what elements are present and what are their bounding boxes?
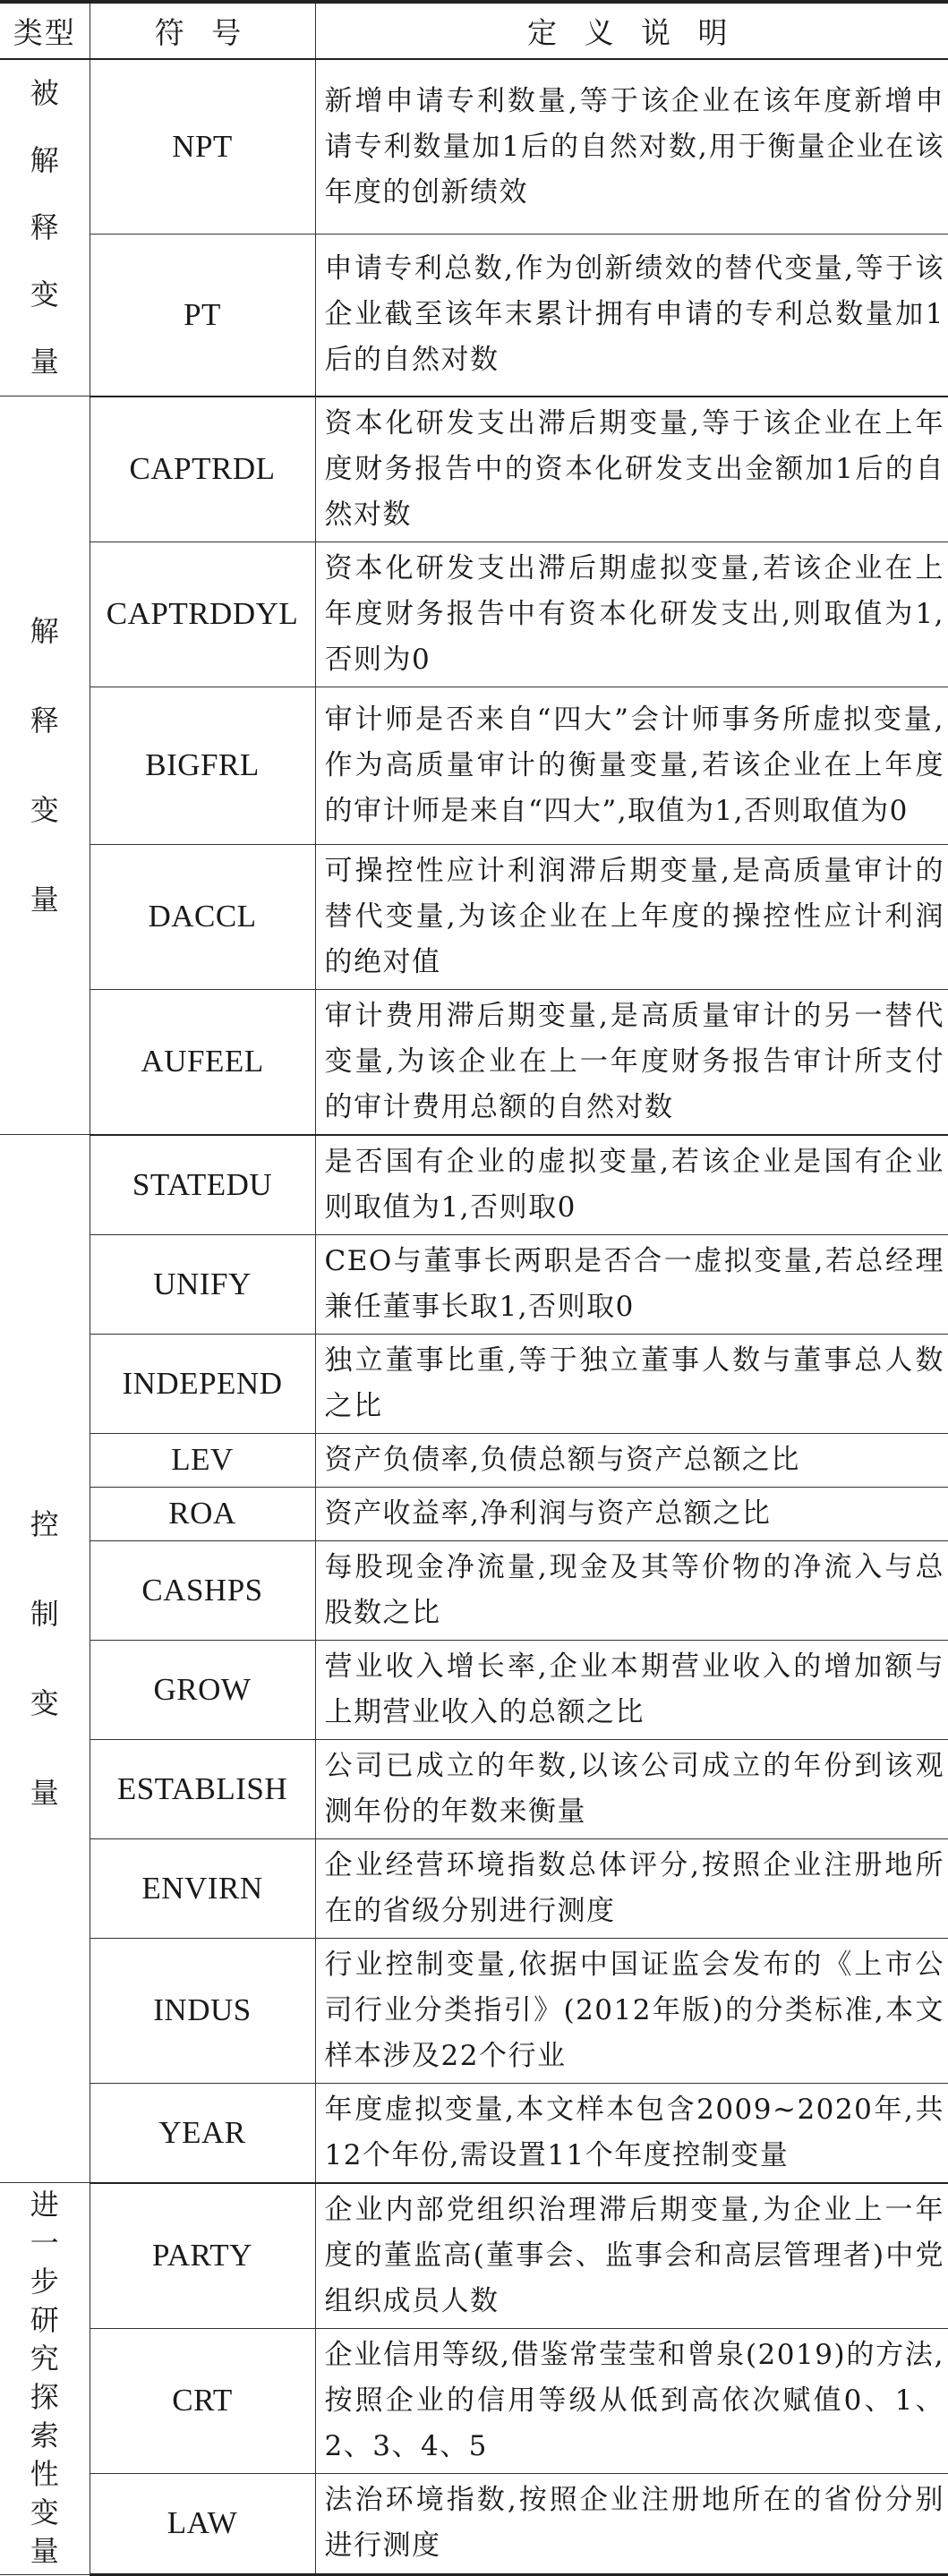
- category-char: 制: [30, 1597, 59, 1631]
- table-row: [0, 1640, 948, 1739]
- table-header-row: [0, 2, 948, 59]
- table-row: [0, 1135, 948, 1235]
- symbol-cell: ESTABLISH: [90, 1739, 315, 1838]
- category-char: 一: [30, 2226, 59, 2261]
- category-cell: [0, 1135, 90, 2183]
- symbol-cell: CAPTRDL: [90, 397, 315, 542]
- table-row: [0, 2183, 948, 2329]
- category-char: 探: [30, 2380, 59, 2415]
- category-char: 索: [30, 2418, 59, 2453]
- category-char: 变: [30, 2495, 59, 2530]
- table-row: [0, 989, 948, 1135]
- table-row: [0, 2473, 948, 2574]
- category-char: 性: [30, 2457, 59, 2492]
- definition-cell: 法治环境指数,按照企业注册地所在的省份分别进行测度: [315, 2473, 948, 2574]
- definition-cell: CEO与董事长两职是否合一虚拟变量,若总经理兼任董事长取1,否则取0: [315, 1234, 948, 1334]
- category-cell: [0, 2183, 90, 2575]
- symbol-cell: LEV: [90, 1433, 315, 1487]
- category-char: 研: [30, 2303, 59, 2338]
- table-row: [0, 687, 948, 844]
- symbol-cell: INDUS: [90, 1938, 315, 2083]
- definition-cell: 企业内部党组织治理滞后期变量,为企业上一年度的董监高(董事会、监事会和高层管理者)中党组织成员人数: [315, 2183, 948, 2329]
- header-definition: 定 义 说 明: [315, 2, 948, 59]
- table-row: [0, 1433, 948, 1487]
- definition-cell: 行业控制变量,依据中国证监会发布的《上市公司行业分类指引》(2012年版)的分类标准,本文样本涉及22个行业: [315, 1938, 948, 2083]
- definition-cell: 营业收入增长率,企业本期营业收入的增加额与上期营业收入的总额之比: [315, 1640, 948, 1739]
- category-cell: [0, 397, 90, 1135]
- category-char: 解: [30, 143, 59, 177]
- definition-cell: 新增申请专利数量,等于该企业在该年度新增申请专利数量加1后的自然对数,用于衡量企业在该年度的创新绩效: [315, 59, 948, 235]
- symbol-cell: AUFEEL: [90, 989, 315, 1135]
- table-row: [0, 397, 948, 542]
- table-row: [0, 844, 948, 989]
- table-row: [0, 2083, 948, 2183]
- symbol-cell: ENVIRN: [90, 1838, 315, 1938]
- category-char: 量: [30, 1776, 59, 1810]
- table-row: [0, 542, 948, 687]
- definition-cell: 资本化研发支出滞后期虚拟变量,若该企业在上年度财务报告中有资本化研发支出,则取值为1,否则为0: [315, 542, 948, 687]
- table-row: [0, 1540, 948, 1640]
- table-row: [0, 1234, 948, 1334]
- table-row: [0, 2328, 948, 2473]
- header-category: 类型: [0, 2, 90, 59]
- category-cell: [0, 59, 90, 397]
- definition-cell: 公司已成立的年数,以该公司成立的年份到该观测年份的年数来衡量: [315, 1739, 948, 1838]
- table-body: [0, 59, 948, 2574]
- symbol-cell: CAPTRDDYL: [90, 542, 315, 687]
- symbol-cell: BIGFRL: [90, 687, 315, 844]
- header-symbol: 符 号: [90, 2, 315, 59]
- symbol-cell: CASHPS: [90, 1540, 315, 1640]
- definition-cell: 企业信用等级,借鉴常莹莹和曾泉(2019)的方法,按照企业的信用等级从低到高依次赋值0、1、2、3、4、5: [315, 2328, 948, 2473]
- category-char: 量: [30, 883, 59, 917]
- symbol-cell: NPT: [90, 59, 315, 235]
- table-row: [0, 1334, 948, 1433]
- symbol-cell: GROW: [90, 1640, 315, 1739]
- category-char: 变: [30, 277, 59, 311]
- definition-cell: 年度虚拟变量,本文样本包含2009~2020年,共12个年份,需设置11个年度控制变量: [315, 2083, 948, 2183]
- definition-cell: 资产负债率,负债总额与资产总额之比: [315, 1433, 948, 1487]
- category-char: 解: [30, 614, 59, 648]
- table-row: [0, 235, 948, 397]
- symbol-cell: ROA: [90, 1487, 315, 1540]
- category-char: 控: [30, 1507, 59, 1541]
- category-char: 释: [30, 210, 59, 244]
- table-row: [0, 1838, 948, 1938]
- definition-cell: 可操控性应计利润滞后期变量,是高质量审计的替代变量,为该企业在上年度的操控性应计利润的绝对值: [315, 844, 948, 989]
- definition-cell: 企业经营环境指数总体评分,按照企业注册地所在的省级分别进行测度: [315, 1838, 948, 1938]
- definition-cell: 独立董事比重,等于独立董事人数与董事总人数之比: [315, 1334, 948, 1433]
- definition-cell: 是否国有企业的虚拟变量,若该企业是国有企业则取值为1,否则取0: [315, 1135, 948, 1235]
- symbol-cell: STATEDU: [90, 1135, 315, 1235]
- category-char: 究: [30, 2341, 59, 2376]
- table-row: [0, 1487, 948, 1540]
- category-char: 变: [30, 793, 59, 827]
- table-row: [0, 1739, 948, 1838]
- definition-cell: 资本化研发支出滞后期变量,等于该企业在上年度财务报告中的资本化研发支出金额加1后的自然对数: [315, 397, 948, 542]
- table-row: [0, 59, 948, 235]
- symbol-cell: DACCL: [90, 844, 315, 989]
- symbol-cell: YEAR: [90, 2083, 315, 2183]
- category-char: 变: [30, 1686, 59, 1720]
- symbol-cell: LAW: [90, 2473, 315, 2574]
- symbol-cell: UNIFY: [90, 1234, 315, 1334]
- category-char: 进: [30, 2188, 59, 2222]
- definition-cell: 审计费用滞后期变量,是高质量审计的另一替代变量,为该企业在上一年度财务报告审计所支付的审计费用总额的自然对数: [315, 989, 948, 1135]
- category-char: 被: [30, 76, 59, 110]
- category-char: 释: [30, 704, 59, 738]
- symbol-cell: PARTY: [90, 2183, 315, 2329]
- category-char: 量: [30, 345, 59, 379]
- category-char: 量: [30, 2534, 59, 2569]
- definition-cell: 资产收益率,净利润与资产总额之比: [315, 1487, 948, 1540]
- table-row: [0, 1938, 948, 2083]
- symbol-cell: PT: [90, 235, 315, 397]
- definition-cell: 申请专利总数,作为创新绩效的替代变量,等于该企业截至该年末累计拥有申请的专利总数量加1后的自然对数: [315, 235, 948, 397]
- definition-cell: 每股现金净流量,现金及其等价物的净流入与总股数之比: [315, 1540, 948, 1640]
- symbol-cell: CRT: [90, 2328, 315, 2473]
- definition-cell: 审计师是否来自“四大”会计师事务所虚拟变量,作为高质量审计的衡量变量,若该企业在上年度的审计师是来自“四大”,取值为1,否则取值为0: [315, 687, 948, 844]
- symbol-cell: INDEPEND: [90, 1334, 315, 1433]
- category-char: 步: [30, 2265, 59, 2299]
